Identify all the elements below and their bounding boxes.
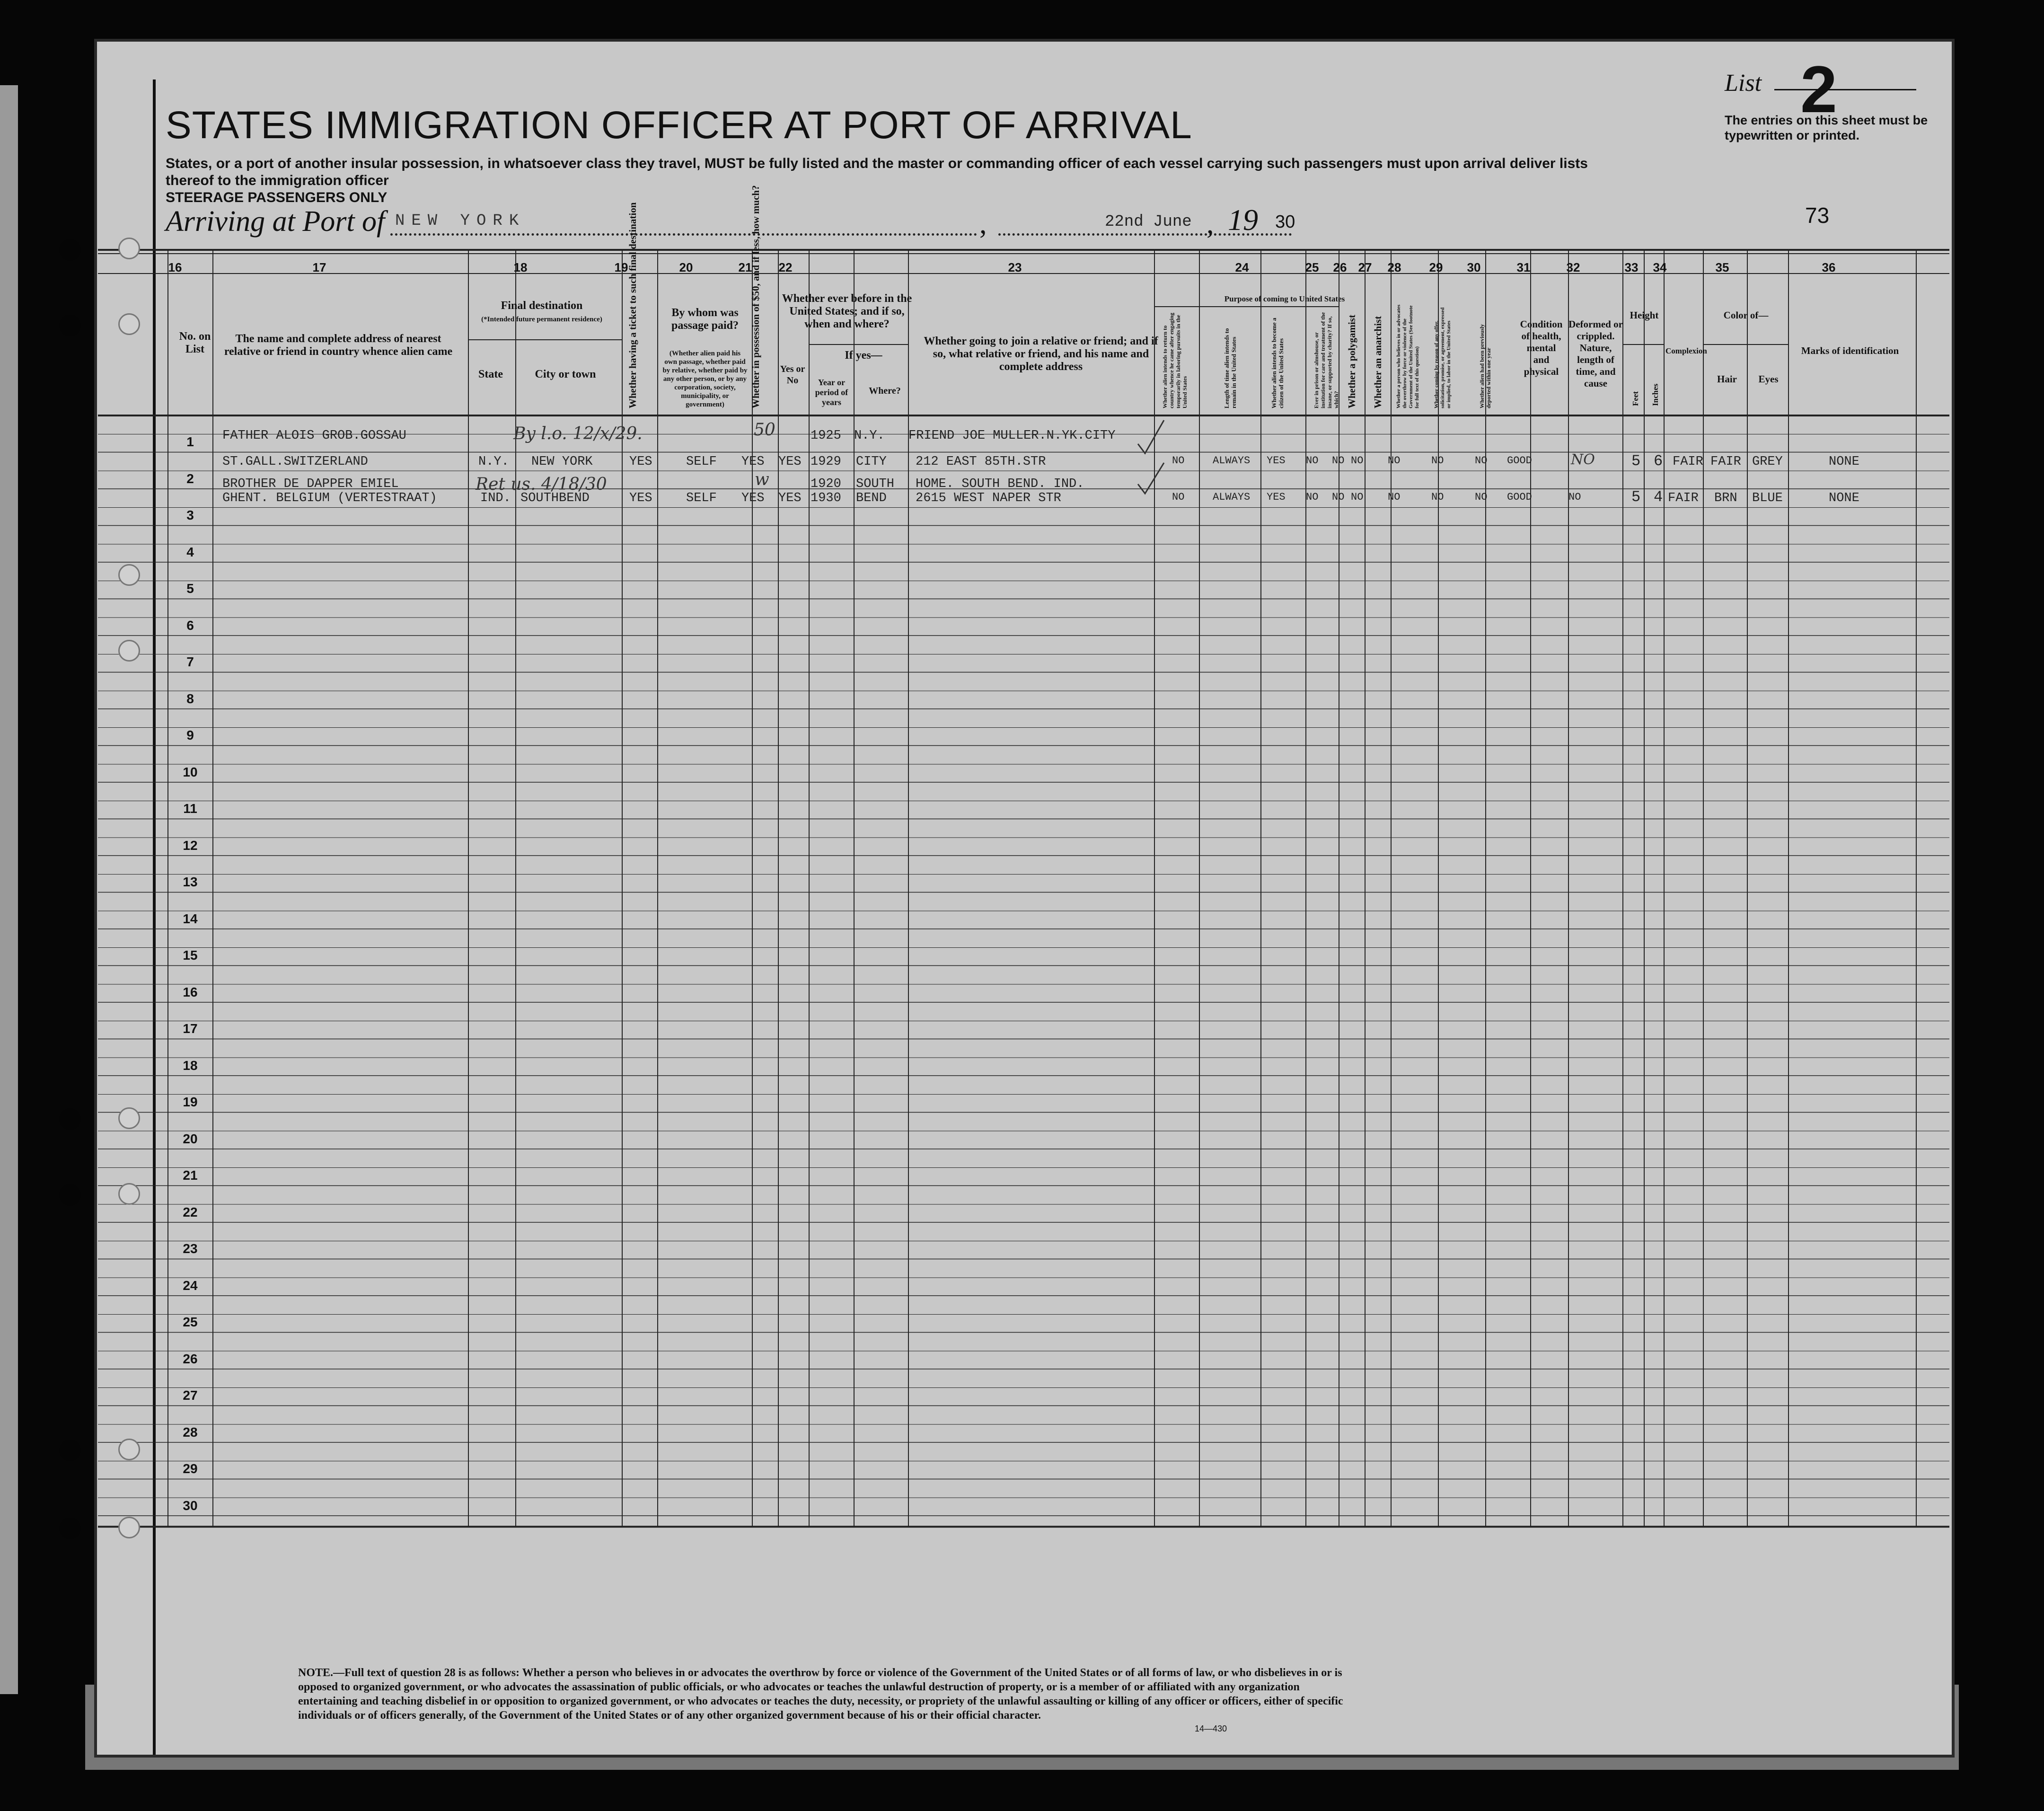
city: SOUTHBEND — [520, 491, 590, 505]
length-of-stay: ALWAYS — [1213, 491, 1251, 503]
row-number: 26 — [183, 1351, 198, 1366]
header-yes-no: Yes or No — [780, 364, 805, 386]
height-feet: 5 — [1631, 488, 1641, 506]
row-number: 30 — [183, 1498, 198, 1513]
header-length-of-stay: Length of time alien intends to remain in the United States — [1223, 328, 1237, 408]
row-number: 16 — [183, 984, 198, 999]
complexion: FAIR — [1668, 491, 1699, 505]
sheet-number: 73 — [1805, 203, 1830, 228]
row-number: 21 — [183, 1168, 198, 1183]
prison: NO — [1306, 491, 1319, 503]
port-comma: , — [979, 208, 987, 240]
complexion: FAIR — [1673, 455, 1703, 469]
row-number: 23 — [183, 1241, 198, 1256]
height-inches: 4 — [1654, 488, 1663, 506]
row-number: 12 — [183, 838, 198, 853]
row-number: 22 — [183, 1204, 198, 1219]
row-number: 15 — [183, 948, 198, 963]
binder-hole — [59, 315, 81, 336]
binder-ring — [118, 238, 140, 259]
column-number: 21 — [738, 260, 752, 274]
header-ticket: Whether having a ticket to such final destination — [627, 202, 638, 408]
footnote-q28: NOTE.—Full text of question 28 is as follows: Whether a person who believes in or advocates the overthrow by force or violence of the Government of the United States or of all forms of law, or who disbelieves in or is opposed to organized government, or who advocates the assassination of public officials, or who advocates or teaches the unlawful destruction of property, or is a member of or affiliated with any organization entertaining and teaching disbelief in or opposition to organized government, or who advocates or teaches the duty, necessity, or propriety of the unlawful assaulting or killing of any officer or officers, either of specific individuals or of officers generally, of the Government of the United States or of any other organized government because of his or their official character. — [298, 1667, 1343, 1722]
row-number: 27 — [183, 1388, 198, 1403]
header-marks: Marks of identification — [1801, 345, 1899, 356]
row-number: 19 — [183, 1095, 198, 1109]
header-state: State — [478, 368, 503, 380]
money: YES — [741, 491, 765, 505]
column-number: 32 — [1566, 260, 1580, 274]
before-where-2: CITY — [856, 455, 887, 469]
header-polygamist: Whether a polygamist — [1346, 315, 1357, 408]
list-label: List — [1725, 70, 1762, 97]
header-health: Condition of health, mental and physical — [1520, 318, 1563, 377]
arrival-date: 22nd June — [1105, 213, 1192, 231]
return-intent: NO — [1172, 491, 1185, 503]
paid-by: SELF — [686, 491, 717, 505]
before-where-1: SOUTH — [856, 477, 895, 491]
binder-hole — [59, 1108, 81, 1130]
header-color-of: Color of— — [1723, 309, 1769, 321]
row-number: 8 — [186, 691, 194, 706]
hair: BRN — [1714, 491, 1737, 505]
handwritten-annotation: Ret us. 4/18/30 — [476, 475, 607, 494]
join-line2: 2615 WEST NAPER STR — [916, 491, 1061, 505]
arriving-label: Arriving at Port of — [166, 205, 385, 238]
header-anarchist: Whether an anarchist — [1372, 316, 1383, 408]
height-inches: 6 — [1654, 452, 1663, 470]
money-note: 50 — [754, 420, 775, 440]
row-number: 14 — [183, 911, 198, 926]
eyes: GREY — [1752, 455, 1783, 469]
list-number: 2 — [1800, 52, 1837, 126]
row-number: 2 — [186, 471, 194, 486]
polygamist: NO — [1332, 491, 1345, 503]
binder-ring — [118, 564, 140, 586]
join-line2: 212 EAST 85TH.STR — [916, 455, 1046, 469]
row-number: 17 — [183, 1021, 198, 1036]
marks: NONE — [1829, 491, 1859, 505]
date-comma: , — [1207, 208, 1214, 240]
binder-ring — [118, 1183, 140, 1205]
before-year-2: 1930 — [811, 491, 841, 505]
before-year-2: 1929 — [811, 455, 841, 469]
adjacent-page-edge — [0, 85, 18, 1694]
year-suffix: 30 — [1275, 212, 1295, 232]
q30: NO — [1475, 455, 1488, 467]
handwritten-annotation: By l.o. 12/x/29. — [513, 424, 643, 443]
health: GOOD — [1507, 491, 1532, 503]
eyes: BLUE — [1752, 491, 1783, 505]
row-number: 25 — [183, 1315, 198, 1329]
citizen-intent: YES — [1267, 491, 1286, 503]
row-number: 3 — [186, 508, 194, 522]
before-year-1: 1920 — [811, 477, 841, 491]
header-feet: Feet — [1631, 391, 1640, 406]
header-join-relative: Whether going to join a relative or friend; and if so, what relative or friend, and his name and complete address — [924, 335, 1158, 373]
row-number: 20 — [183, 1131, 198, 1146]
page-title: STATES IMMIGRATION OFFICER AT PORT OF ARRIVAL — [166, 104, 1192, 147]
header-citizen-intent: Whether alien intends to become a citizen of the United States — [1270, 318, 1285, 408]
money-note: w — [755, 470, 769, 489]
header-deported: Whether alien had been previously deported within one year — [1479, 324, 1492, 408]
year-prefix: 19 — [1228, 203, 1258, 237]
binder-ring — [118, 1517, 140, 1538]
relative-line1: FATHER ALOIS GROB.GOSSAU — [222, 429, 406, 443]
anarchist: NO — [1351, 491, 1364, 503]
header-q29: Whether coming by reason of any offer, solicitation, promise, or agreement, expressed or implied, to labor in the United States — [1434, 307, 1452, 408]
entries-instruction: The entries on this sheet must be typewritten or printed. — [1725, 113, 1928, 142]
anarchist: NO — [1351, 455, 1364, 467]
paid-by: SELF — [686, 455, 717, 469]
health: GOOD — [1507, 455, 1532, 467]
money: YES — [741, 455, 765, 469]
header-no-on-list: No. on List — [179, 330, 211, 355]
q28: NO — [1388, 491, 1401, 503]
column-number: 20 — [679, 260, 693, 274]
column-number: 18 — [513, 260, 528, 274]
marks: NONE — [1829, 455, 1859, 469]
column-number: 22 — [778, 260, 793, 274]
header-inches: Inches — [1651, 383, 1660, 406]
deformed: NO — [1571, 451, 1595, 468]
header-where: Where? — [869, 386, 901, 396]
relative-line1: BROTHER DE DAPPER EMIEL — [222, 477, 399, 491]
check-marks — [1133, 418, 1171, 512]
q29: NO — [1431, 491, 1444, 503]
row-number: 7 — [186, 654, 194, 669]
column-number: 31 — [1516, 260, 1531, 274]
q29: NO — [1431, 455, 1444, 467]
column-number: 30 — [1467, 260, 1481, 274]
hair: FAIR — [1710, 455, 1741, 469]
citizen-intent: YES — [1267, 455, 1286, 467]
header-passage-paid-note: (Whether alien paid his own passage, whether paid by relative, whether paid by any other person, or by any corporation, society, municipality, or government) — [662, 350, 748, 408]
row-number: 24 — [183, 1278, 198, 1293]
length-of-stay: ALWAYS — [1213, 455, 1251, 467]
join-line1: FRIEND JOE MULLER.N.YK.CITY — [908, 429, 1116, 443]
row-number: 28 — [183, 1424, 198, 1440]
header-final-destination: Final destination — [501, 300, 583, 312]
return-intent: NO — [1172, 455, 1185, 467]
row-number: 11 — [183, 801, 197, 816]
header-height: Height — [1630, 309, 1659, 321]
q28: NO — [1388, 455, 1401, 467]
header-q28: Whether a person who believes in or advocates the overthrow by force or violence of the Government of the United States (See footnote for full text of this question) — [1396, 304, 1420, 408]
binder-ring — [118, 313, 140, 335]
row-number: 29 — [183, 1461, 198, 1476]
form-number: 14—430 — [1195, 1724, 1227, 1733]
ticket: YES — [629, 491, 652, 505]
header-prison: Ever in prison or almshouse, or institution for care and treatment of the insane, or supported by charity? If so, which? — [1313, 312, 1339, 408]
column-number: 29 — [1429, 260, 1443, 274]
header-relative: The name and complete address of nearest relative or friend in country whence alien came — [224, 333, 453, 358]
header-hair: Hair — [1717, 373, 1737, 385]
column-number: 25 — [1305, 260, 1319, 274]
before-year-1: 1925 — [811, 429, 841, 443]
before-yes-no: YES — [778, 491, 802, 505]
subtitle-steerage: STEERAGE PASSENGERS ONLY — [166, 190, 388, 205]
header-return-intent: Whether alien intends to return to country whence he came after engaging temporarily in laboring pursuits in the United States — [1162, 312, 1188, 408]
row-number: 5 — [186, 581, 194, 596]
column-number: 35 — [1715, 260, 1729, 274]
column-number: 19 — [614, 260, 628, 274]
header-purpose: Purpose of coming to United States — [1224, 294, 1345, 303]
before-where-1: N.Y. — [854, 429, 885, 443]
column-number: 17 — [312, 260, 326, 274]
city: NEW YORK — [531, 455, 593, 469]
before-yes-no: YES — [778, 455, 802, 469]
binder-ring — [118, 1439, 140, 1460]
header-passage-paid: By whom was passage paid? — [671, 307, 739, 332]
binder-hole — [59, 1440, 81, 1461]
column-number: 23 — [1008, 260, 1022, 274]
row-number: 18 — [183, 1058, 198, 1073]
state: IND. — [480, 491, 511, 505]
row-number: 6 — [186, 618, 194, 633]
column-number: 24 — [1235, 260, 1249, 274]
row-number: 1 — [186, 434, 194, 449]
height-feet: 5 — [1631, 452, 1641, 470]
deformed: NO — [1568, 491, 1581, 503]
row-number: 4 — [186, 544, 194, 559]
binder-ring — [118, 640, 140, 662]
subtitle-instructions: States, or a port of another insular possession, in whatsoever class they travel, MUST be fully listed and the master or commanding officer of each vessel carrying such passengers must upon arrival deliver lists thereof to the immigration officer — [166, 156, 1588, 188]
row-number: 13 — [183, 875, 198, 889]
state: N.Y. — [478, 455, 509, 469]
column-number: 16 — [168, 260, 182, 274]
row-number: 9 — [186, 728, 194, 742]
header-year: Year or period of years — [815, 378, 848, 407]
column-number: 34 — [1653, 260, 1667, 274]
manifest-grid — [97, 42, 1952, 1755]
join-line1: HOME. SOUTH BEND. IND. — [916, 477, 1084, 491]
header-deformed: Deformed or crippled. Nature, length of time, and cause — [1568, 318, 1623, 389]
binder-hole — [59, 1184, 81, 1206]
column-number: 36 — [1822, 260, 1836, 274]
ticket: YES — [629, 455, 652, 469]
before-where-2: BEND — [856, 491, 887, 505]
column-number: 26 — [1333, 260, 1347, 274]
relative-line2: ST.GALL.SWITZERLAND — [222, 455, 368, 469]
row-number: 10 — [183, 764, 198, 779]
relative-line2: GHENT. BELGIUM (VERTESTRAAT) — [222, 491, 437, 505]
binder-hole — [59, 239, 81, 261]
header-money: Whether in possession of $50, and if less, how much? — [750, 185, 761, 408]
prison: NO — [1306, 455, 1319, 467]
header-city: City or town — [535, 368, 596, 380]
binder-ring — [118, 1107, 140, 1129]
column-number: 33 — [1624, 260, 1639, 274]
header-if-yes: If yes— — [845, 349, 882, 362]
port-value: NEW YORK — [395, 212, 526, 230]
column-number: 28 — [1387, 260, 1401, 274]
column-number: 27 — [1358, 260, 1372, 274]
q30: NO — [1475, 491, 1488, 503]
header-eyes: Eyes — [1758, 373, 1779, 385]
header-complexion: Complexion — [1665, 346, 1707, 355]
header-final-destination-note: (*Intended future permanent residence) — [481, 316, 602, 323]
manifest-sheet — [97, 42, 1952, 1755]
header-before-in-us: Whether ever before in the United States; and if so, when and where? — [782, 292, 912, 330]
binder-hole — [59, 1518, 81, 1539]
polygamist: NO — [1332, 455, 1345, 467]
